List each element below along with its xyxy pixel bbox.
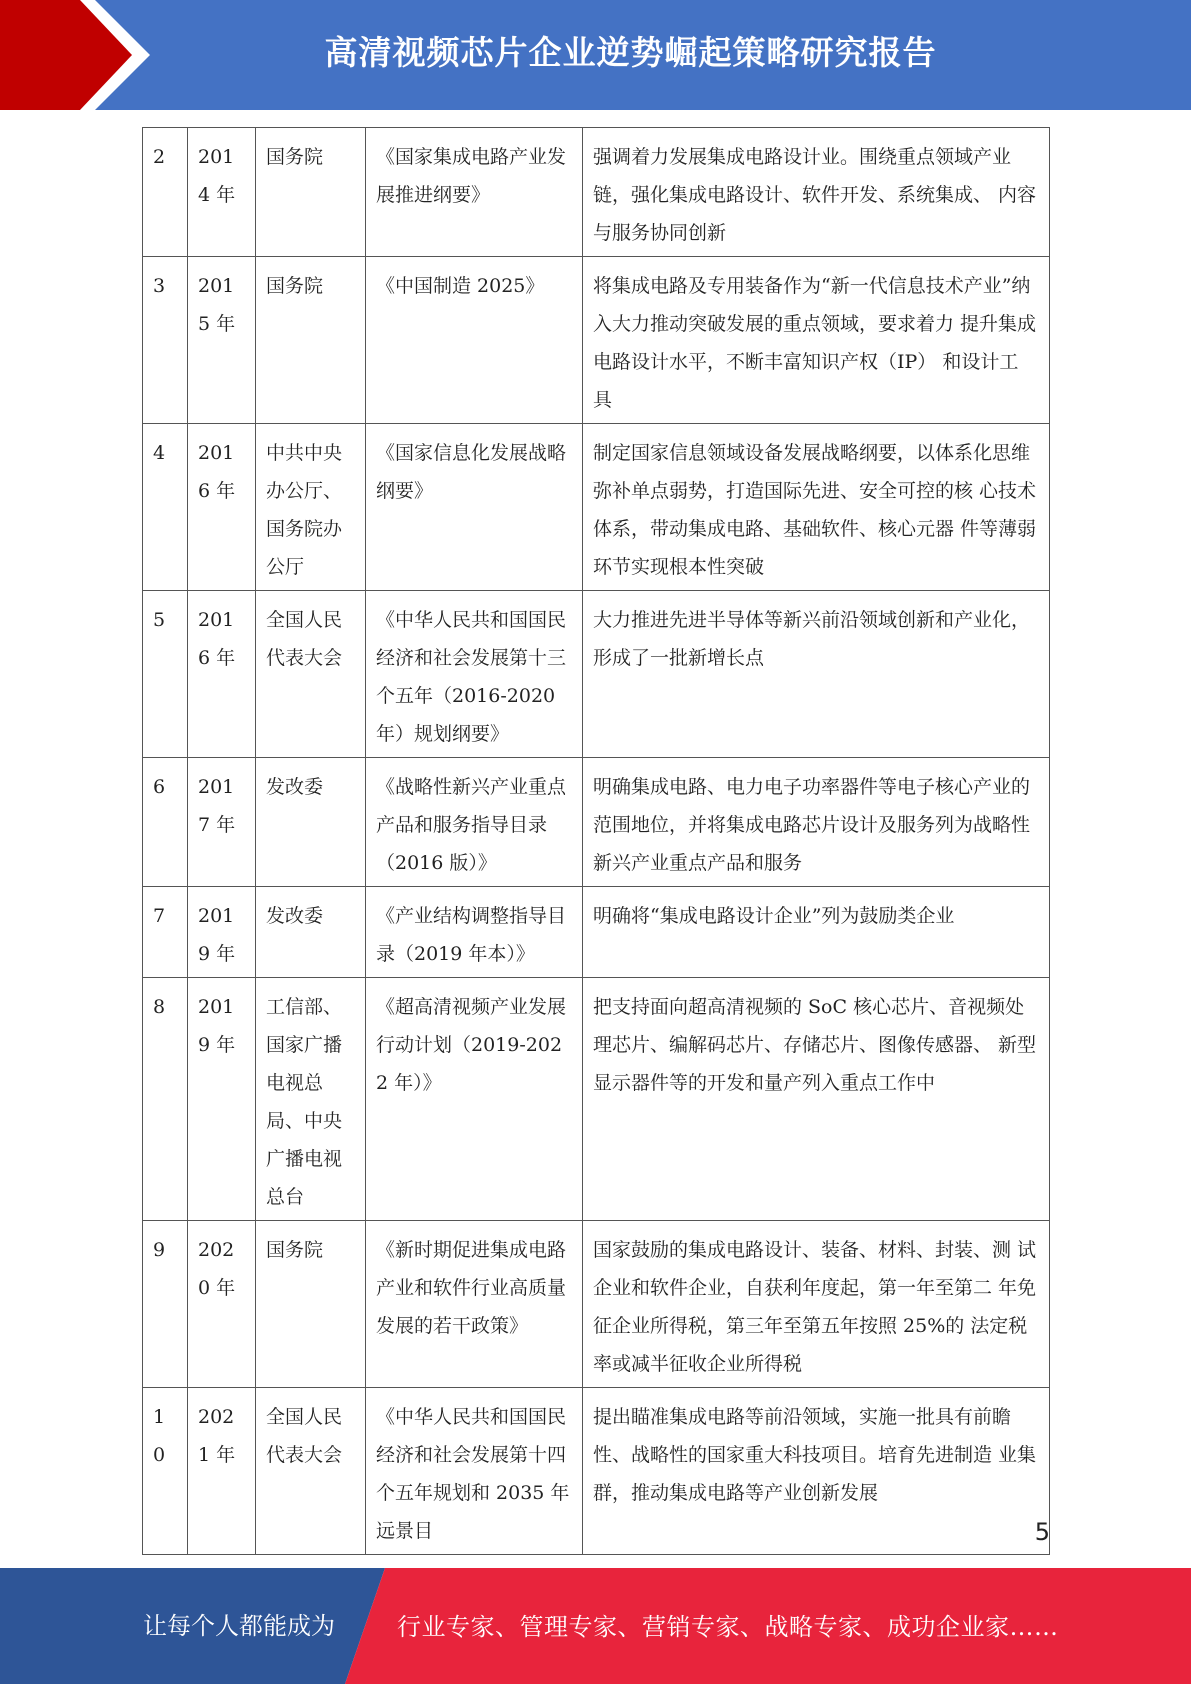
cell-year: 2016 年: [188, 591, 256, 758]
cell-year: 2021 年: [188, 1388, 256, 1555]
cell-document: 《国家集成电路产业发展推进纲要》: [366, 128, 583, 257]
cell-issuer: 全国人民代表大会: [256, 591, 366, 758]
cell-number: 4: [143, 424, 188, 591]
cell-content: 强调着力发展集成电路设计业。围绕重点领域产业链，强化集成电路设计、软件开发、系统集成、 内容与服务协同创新: [583, 128, 1050, 257]
cell-year: 2015 年: [188, 257, 256, 424]
cell-document: 《产业结构调整指导目录（2019 年本）》: [366, 887, 583, 978]
cell-document: 《中国制造 2025》: [366, 257, 583, 424]
cell-document: 《中华人民共和国国民经济和社会发展第十四个五年规划和 2035 年远景目: [366, 1388, 583, 1555]
cell-content: 明确集成电路、电力电子功率器件等电子核心产业的范围地位，并将集成电路芯片设计及服务列为战略性新兴产业重点产品和服务: [583, 758, 1050, 887]
cell-issuer: 国务院: [256, 257, 366, 424]
cell-document: 《战略性新兴产业重点产品和服务指导目录（2016 版）》: [366, 758, 583, 887]
cell-year: 2017 年: [188, 758, 256, 887]
page-number: 5: [1034, 1518, 1050, 1546]
cell-year: 2014 年: [188, 128, 256, 257]
cell-document: 《国家信息化发展战略纲要》: [366, 424, 583, 591]
footer-slogan-right: 行业专家、管理专家、营销专家、战略专家、成功企业家……: [397, 1613, 1059, 1641]
cell-number: 2: [143, 128, 188, 257]
cell-number: 9: [143, 1221, 188, 1388]
cell-document: 《超高清视频产业发展行动计划（2019-2022 年）》: [366, 978, 583, 1221]
cell-issuer: 全国人民代表大会: [256, 1388, 366, 1555]
cell-content: 国家鼓励的集成电路设计、装备、材料、封装、测 试企业和软件企业，自获利年度起，第一年至第二 年免征企业所得税，第三年至第五年按照 25%的 法定税率或减半征收企业所得税: [583, 1221, 1050, 1388]
cell-year: 2020 年: [188, 1221, 256, 1388]
cell-number: 6: [143, 758, 188, 887]
page-header: [0, 0, 1191, 110]
cell-document: 《新时期促进集成电路产业和软件行业高质量发展的若干政策》: [366, 1221, 583, 1388]
cell-issuer: 发改委: [256, 758, 366, 887]
cell-issuer: 国务院: [256, 128, 366, 257]
cell-number: 7: [143, 887, 188, 978]
footer-slogan-left: 让每个人都能成为: [143, 1612, 335, 1640]
page-footer: [0, 1568, 1191, 1684]
table-row: [143, 978, 1050, 1221]
cell-year: 2019 年: [188, 887, 256, 978]
table-row: [143, 1221, 1050, 1388]
cell-content: 大力推进先进半导体等新兴前沿领域创新和产业化，形成了一批新增长点: [583, 591, 1050, 758]
cell-year: 2016 年: [188, 424, 256, 591]
cell-year: 2019 年: [188, 978, 256, 1221]
cell-issuer: 工信部、国家广播电视总局、中央广播电视总台: [256, 978, 366, 1221]
red-chevron-decoration: [0, 0, 150, 110]
cell-document: 《中华人民共和国国民经济和社会发展第十三个五年（2016-2020 年）规划纲要》: [366, 591, 583, 758]
cell-content: 把支持面向超高清视频的 SoC 核心芯片、音视频处理芯片、编解码芯片、存储芯片、图像传感器、 新型显示器件等的开发和量产列入重点工作中: [583, 978, 1050, 1221]
cell-number: 5: [143, 591, 188, 758]
table-row: [143, 128, 1050, 257]
cell-issuer: 发改委: [256, 887, 366, 978]
policy-table: [142, 127, 1050, 1555]
table-row: [143, 758, 1050, 887]
table-row: [143, 591, 1050, 758]
cell-number: 3: [143, 257, 188, 424]
cell-content: 将集成电路及专用装备作为“新一代信息技术产业”纳入大力推动突破发展的重点领域，要求着力 提升集成电路设计水平，不断丰富知识产权（IP） 和设计工具: [583, 257, 1050, 424]
report-title: 高清视频芯片企业逆势崛起策略研究报告: [324, 33, 937, 72]
cell-issuer: 中共中央办公厅、国务院办公厅: [256, 424, 366, 591]
cell-content: 提出瞄准集成电路等前沿领域，实施一批具有前瞻性、战略性的国家重大科技项目。培育先进制造 业集群，推动集成电路等产业创新发展: [583, 1388, 1050, 1555]
table-row: [143, 1388, 1050, 1555]
cell-number: 10: [143, 1388, 188, 1555]
cell-issuer: 国务院: [256, 1221, 366, 1388]
policy-table-body: [143, 128, 1050, 1555]
cell-content: 明确将“集成电路设计企业”列为鼓励类企业: [583, 887, 1050, 978]
cell-content: 制定国家信息领域设备发展战略纲要，以体系化思维弥补单点弱势，打造国际先进、安全可控的核 心技术体系，带动集成电路、基础软件、核心元器 件等薄弱环节实现根本性突破: [583, 424, 1050, 591]
table-row: [143, 424, 1050, 591]
cell-number: 8: [143, 978, 188, 1221]
table-row: [143, 887, 1050, 978]
table-row: [143, 257, 1050, 424]
